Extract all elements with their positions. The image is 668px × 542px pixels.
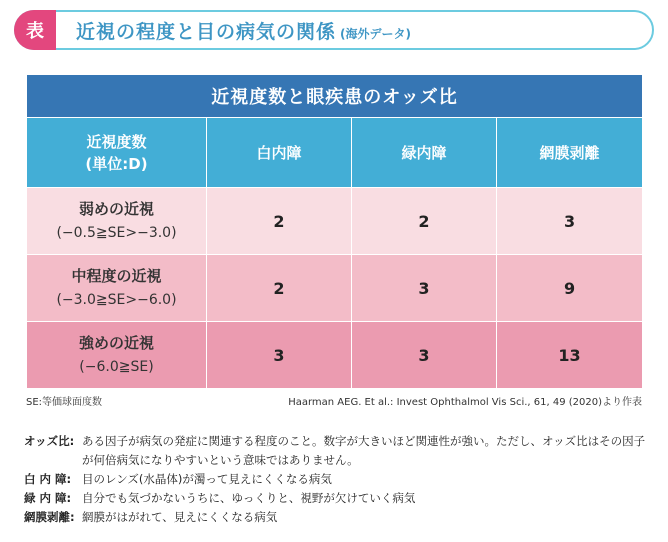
- glossary-term: 白 内 障:: [24, 472, 72, 486]
- glossary-definition: ある因子が病気の発症に関連する程度のこと。数字が大きいほど関連性が強い。ただし、オッズ比はその因子が何倍病気になりやすいという意味ではありません。: [82, 434, 646, 467]
- table-row: [27, 188, 643, 255]
- row-label-range: (−3.0≧SE>−6.0): [56, 292, 177, 308]
- column-header-myopia: [27, 118, 207, 188]
- cell-value: 3: [352, 255, 497, 322]
- title-subtitle: (海外データ): [340, 26, 411, 41]
- column-header-myopia-line2: (単位:D): [85, 154, 148, 173]
- cell-value: 13: [497, 322, 643, 389]
- title-text: 近視の程度と目の病気の関係: [76, 20, 337, 43]
- glossary-term: 網膜剥離:: [24, 510, 75, 524]
- row-label-range: (−0.5≧SE>−3.0): [56, 225, 177, 241]
- column-header-cataract: 白内障: [207, 118, 352, 188]
- glossary-term: オッズ比:: [24, 434, 75, 448]
- footnote: SE:等価球面度数: [26, 397, 103, 408]
- row-label-range: (−6.0≧SE): [79, 359, 154, 375]
- cell-value: 3: [207, 322, 352, 389]
- page-title: [76, 17, 411, 44]
- glossary-term: 緑 内 障:: [24, 491, 72, 505]
- column-header-glaucoma: 緑内障: [352, 118, 497, 188]
- row-label: [27, 188, 207, 255]
- row-label-main: 強めの近視: [78, 334, 154, 352]
- glossary-item: [24, 489, 654, 508]
- table-caption: 近視度数と眼疾患のオッズ比: [27, 75, 643, 118]
- column-header-retinal-detachment: 網膜剥離: [497, 118, 643, 188]
- glossary-item: [24, 432, 654, 470]
- row-label-main: 弱めの近視: [78, 200, 154, 218]
- cell-value: 3: [497, 188, 643, 255]
- table-row: [27, 255, 643, 322]
- cell-value: 2: [207, 255, 352, 322]
- cell-value: 9: [497, 255, 643, 322]
- row-label: [27, 255, 207, 322]
- table-row: [27, 322, 643, 389]
- table-footer: [26, 393, 642, 408]
- column-header-myopia-line1: 近視度数: [86, 132, 147, 151]
- row-label-main: 中程度の近視: [71, 267, 162, 285]
- glossary-item: [24, 508, 654, 527]
- glossary-definition: 目のレンズ(水晶体)が濁って見えにくくなる病気: [82, 472, 332, 486]
- glossary-definition: 自分でも気づかないうちに、ゆっくりと、視野が欠けていく病気: [82, 491, 416, 505]
- odds-ratio-table: [26, 74, 643, 389]
- table-badge: 表: [14, 10, 56, 50]
- glossary-item: [24, 470, 654, 489]
- cell-value: 2: [352, 188, 497, 255]
- cell-value: 3: [352, 322, 497, 389]
- title-banner: [14, 10, 654, 50]
- cell-value: 2: [207, 188, 352, 255]
- glossary: [24, 432, 654, 527]
- source-citation: Haarman AEG. Et al.: Invest Ophthalmol Vis Sci., 61, 49 (2020)より作表: [288, 397, 642, 408]
- glossary-definition: 網膜がはがれて、見えにくくなる病気: [82, 510, 278, 524]
- row-label: [27, 322, 207, 389]
